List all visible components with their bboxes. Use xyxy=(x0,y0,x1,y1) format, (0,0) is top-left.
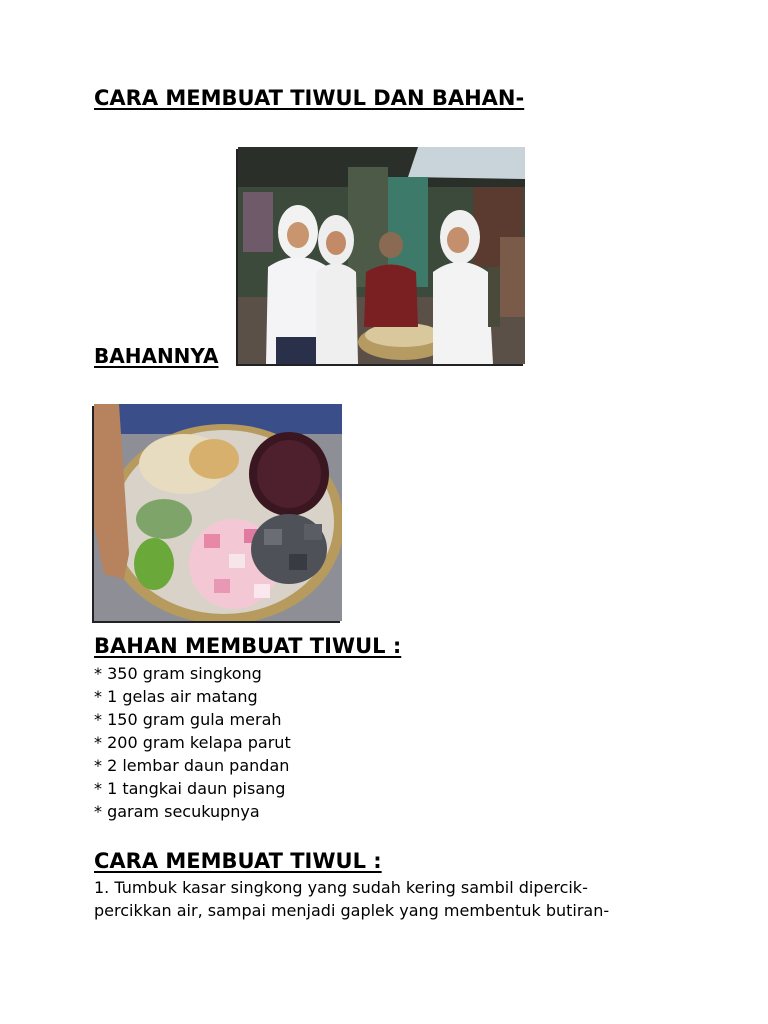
ingredient-item: * 200 gram kelapa parut xyxy=(94,733,291,752)
method-line: percikkan air, sampai menjadi gaplek yang membentuk butiran- xyxy=(94,901,610,920)
ingredient-item: * 2 lembar daun pandan xyxy=(94,756,290,775)
ingredient-item: * garam secukupnya xyxy=(94,802,260,821)
method-heading: CARA MEMBUAT TIWUL : xyxy=(94,849,382,873)
method-line: 1. Tumbuk kasar singkong yang sudah kering sambil dipercik- xyxy=(94,878,588,897)
ingredient-item: * 150 gram gula merah xyxy=(94,710,282,729)
document-title: CARA MEMBUAT TIWUL DAN BAHAN- xyxy=(94,86,525,110)
ingredient-item: * 1 tangkai daun pisang xyxy=(94,779,286,798)
market-photo-image xyxy=(238,147,525,364)
ingredients-photo-image xyxy=(94,404,342,621)
ingredient-item: * 350 gram singkong xyxy=(94,664,262,683)
method-steps xyxy=(94,876,694,922)
ingredients-photo xyxy=(94,404,342,621)
market-photo xyxy=(238,147,525,364)
ingredient-list xyxy=(94,662,291,823)
ingredients-heading: BAHAN MEMBUAT TIWUL : xyxy=(94,634,402,658)
ingredient-item: * 1 gelas air matang xyxy=(94,687,258,706)
figure-label: BAHANNYA xyxy=(94,344,219,368)
